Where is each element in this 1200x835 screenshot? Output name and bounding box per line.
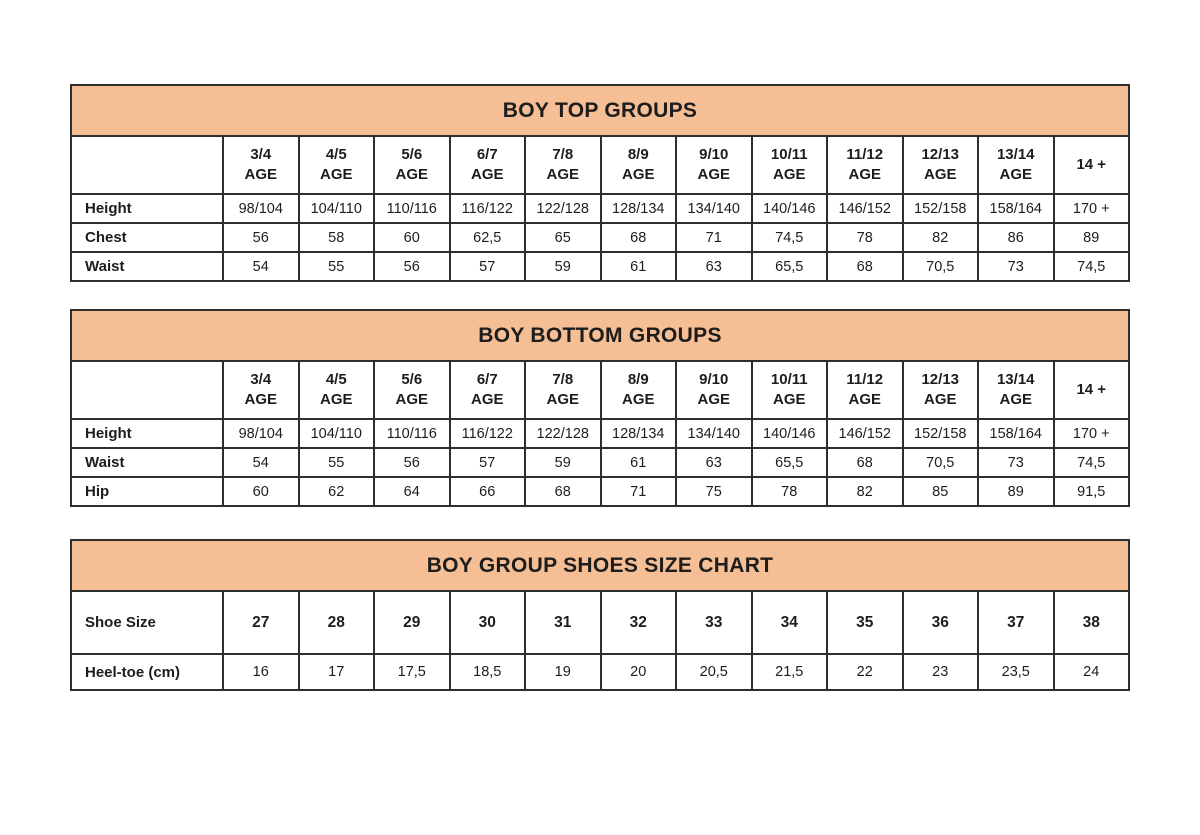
value-cell: 74,5 [1054, 252, 1130, 281]
age-header-cell [1054, 361, 1130, 419]
age-header-line1: 5/6 [401, 370, 423, 388]
age-header-line1: 10/11 [770, 370, 808, 388]
age-header-cell [1054, 136, 1130, 194]
age-header-line2: AGE [470, 391, 504, 408]
age-header-cell [450, 361, 526, 419]
age-header-line2: AGE [772, 166, 806, 183]
value-cell: 68 [827, 252, 903, 281]
value-cell: 70,5 [903, 448, 979, 477]
age-header-cell [676, 361, 752, 419]
value-cell: 62 [299, 477, 375, 506]
age-header-cell [903, 136, 979, 194]
value-cell: 35 [827, 591, 903, 654]
age-header-line2: AGE [244, 166, 277, 183]
value-cell: 98/104 [223, 194, 299, 223]
value-cell: 74,5 [752, 223, 828, 252]
value-cell: 22 [827, 654, 903, 690]
age-header-cell [978, 136, 1054, 194]
value-cell: 68 [827, 448, 903, 477]
value-cell: 30 [450, 591, 526, 654]
value-cell: 29 [374, 591, 450, 654]
age-header-cell [752, 136, 828, 194]
value-cell: 71 [676, 223, 752, 252]
row-label: Hip [71, 477, 223, 506]
value-cell: 56 [374, 448, 450, 477]
row-label: Height [71, 194, 223, 223]
age-header-line1: 4/5 [325, 370, 347, 388]
age-header-cell [374, 361, 450, 419]
age-header-line1: 3/4 [250, 145, 272, 163]
table-row [71, 448, 1129, 477]
value-cell: 170 + [1054, 194, 1130, 223]
corner-empty-cell [71, 361, 223, 419]
boy-top-groups-table [70, 84, 1130, 282]
boy-bottom-groups-table [70, 309, 1130, 507]
value-cell: 19 [525, 654, 601, 690]
value-cell: 61 [601, 252, 677, 281]
value-cell: 33 [676, 591, 752, 654]
value-cell: 134/140 [676, 419, 752, 448]
value-cell: 59 [525, 252, 601, 281]
age-header-cell [525, 136, 601, 194]
age-header-cell [374, 136, 450, 194]
value-cell: 56 [223, 223, 299, 252]
age-header-row [71, 361, 1129, 419]
age-header-line2: AGE [923, 166, 957, 183]
age-header-line1: 14 + [1076, 155, 1107, 173]
age-header-line2: AGE [999, 166, 1032, 183]
value-cell: 36 [903, 591, 979, 654]
age-header-line2: AGE [697, 166, 730, 183]
value-cell: 68 [525, 477, 601, 506]
age-header-line2: AGE [621, 391, 655, 408]
value-cell: 110/116 [374, 194, 450, 223]
age-header-line2: AGE [848, 166, 881, 183]
value-cell: 68 [601, 223, 677, 252]
value-cell: 75 [676, 477, 752, 506]
age-header-cell [299, 136, 375, 194]
value-cell: 110/116 [374, 419, 450, 448]
row-label: Chest [71, 223, 223, 252]
value-cell: 23 [903, 654, 979, 690]
value-cell: 74,5 [1054, 448, 1130, 477]
value-cell: 32 [601, 591, 677, 654]
value-cell: 122/128 [525, 419, 601, 448]
value-cell: 61 [601, 448, 677, 477]
age-header-line1: 10/11 [770, 145, 808, 163]
age-header-line2: AGE [848, 391, 881, 408]
age-header-line1: 8/9 [627, 370, 649, 388]
age-header-cell [223, 136, 299, 194]
value-cell: 37 [978, 591, 1054, 654]
value-cell: 20 [601, 654, 677, 690]
value-cell: 60 [223, 477, 299, 506]
age-header-line2: AGE [395, 391, 428, 408]
value-cell: 21,5 [752, 654, 828, 690]
table-title: BOY GROUP SHOES SIZE CHART [71, 540, 1129, 591]
table-row [71, 477, 1129, 506]
age-header-line1: 9/10 [699, 145, 729, 163]
age-header-line2: AGE [319, 391, 353, 408]
table-title-row [71, 310, 1129, 361]
value-cell: 65,5 [752, 252, 828, 281]
value-cell: 85 [903, 477, 979, 506]
age-header-cell [299, 361, 375, 419]
age-header-line1: 8/9 [627, 145, 649, 163]
value-cell: 86 [978, 223, 1054, 252]
table-row [71, 419, 1129, 448]
age-header-line1: 3/4 [250, 370, 272, 388]
age-header-cell [827, 361, 903, 419]
value-cell: 116/122 [450, 419, 526, 448]
value-cell: 58 [299, 223, 375, 252]
age-header-line1: 5/6 [401, 145, 423, 163]
value-cell: 17,5 [374, 654, 450, 690]
value-cell: 170 + [1054, 419, 1130, 448]
value-cell: 71 [601, 477, 677, 506]
row-label: Waist [71, 252, 223, 281]
value-cell: 122/128 [525, 194, 601, 223]
age-header-line2: AGE [546, 166, 579, 183]
age-header-line2: AGE [923, 391, 957, 408]
age-header-line2: AGE [999, 391, 1032, 408]
table-row [71, 252, 1129, 281]
age-header-line2: AGE [772, 391, 806, 408]
age-header-line1: 7/8 [552, 145, 574, 163]
value-cell: 89 [978, 477, 1054, 506]
value-cell: 158/164 [978, 194, 1054, 223]
age-header-line2: AGE [621, 166, 655, 183]
value-cell: 104/110 [299, 419, 375, 448]
value-cell: 146/152 [827, 194, 903, 223]
value-cell: 20,5 [676, 654, 752, 690]
row-label: Height [71, 419, 223, 448]
value-cell: 82 [903, 223, 979, 252]
age-header-cell [827, 136, 903, 194]
value-cell: 64 [374, 477, 450, 506]
row-label: Shoe Size [71, 591, 223, 654]
value-cell: 78 [752, 477, 828, 506]
value-cell: 23,5 [978, 654, 1054, 690]
age-header-cell [903, 361, 979, 419]
value-cell: 54 [223, 252, 299, 281]
age-header-cell [752, 361, 828, 419]
table-title: BOY BOTTOM GROUPS [71, 310, 1129, 361]
age-header-cell [525, 361, 601, 419]
age-header-line1: 11/12 [846, 145, 884, 163]
value-cell: 116/122 [450, 194, 526, 223]
value-cell: 57 [450, 252, 526, 281]
value-cell: 134/140 [676, 194, 752, 223]
table-row [71, 194, 1129, 223]
value-cell: 70,5 [903, 252, 979, 281]
value-cell: 60 [374, 223, 450, 252]
value-cell: 34 [752, 591, 828, 654]
value-cell: 73 [978, 448, 1054, 477]
table-row [71, 591, 1129, 654]
age-header-cell [676, 136, 752, 194]
age-header-line2: AGE [697, 391, 730, 408]
value-cell: 128/134 [601, 194, 677, 223]
value-cell: 63 [676, 448, 752, 477]
age-header-line2: AGE [319, 166, 353, 183]
row-label: Heel-toe (cm) [71, 654, 223, 690]
value-cell: 55 [299, 252, 375, 281]
value-cell: 38 [1054, 591, 1130, 654]
age-header-line2: AGE [470, 166, 504, 183]
value-cell: 65 [525, 223, 601, 252]
value-cell: 18,5 [450, 654, 526, 690]
age-header-line1: 12/13 [921, 370, 960, 388]
value-cell: 16 [223, 654, 299, 690]
value-cell: 152/158 [903, 194, 979, 223]
value-cell: 140/146 [752, 419, 828, 448]
table-title-row [71, 85, 1129, 136]
age-header-line2: AGE [395, 166, 428, 183]
age-header-line1: 4/5 [325, 145, 347, 163]
value-cell: 28 [299, 591, 375, 654]
age-header-cell [223, 361, 299, 419]
value-cell: 82 [827, 477, 903, 506]
row-label: Waist [71, 448, 223, 477]
value-cell: 24 [1054, 654, 1130, 690]
age-header-line1: 12/13 [921, 145, 960, 163]
table-title: BOY TOP GROUPS [71, 85, 1129, 136]
value-cell: 27 [223, 591, 299, 654]
table-title-row [71, 540, 1129, 591]
value-cell: 128/134 [601, 419, 677, 448]
boy-group-shoes-size-table [70, 539, 1130, 691]
age-header-line1: 11/12 [846, 370, 884, 388]
value-cell: 78 [827, 223, 903, 252]
value-cell: 54 [223, 448, 299, 477]
value-cell: 146/152 [827, 419, 903, 448]
value-cell: 62,5 [450, 223, 526, 252]
value-cell: 59 [525, 448, 601, 477]
value-cell: 56 [374, 252, 450, 281]
corner-empty-cell [71, 136, 223, 194]
value-cell: 152/158 [903, 419, 979, 448]
age-header-line1: 14 + [1076, 380, 1107, 398]
value-cell: 140/146 [752, 194, 828, 223]
value-cell: 89 [1054, 223, 1130, 252]
value-cell: 91,5 [1054, 477, 1130, 506]
value-cell: 158/164 [978, 419, 1054, 448]
age-header-line1: 13/14 [996, 145, 1035, 163]
value-cell: 104/110 [299, 194, 375, 223]
value-cell: 57 [450, 448, 526, 477]
value-cell: 31 [525, 591, 601, 654]
age-header-cell [601, 136, 677, 194]
table-row [71, 654, 1129, 690]
value-cell: 63 [676, 252, 752, 281]
value-cell: 65,5 [752, 448, 828, 477]
value-cell: 17 [299, 654, 375, 690]
age-header-line1: 6/7 [476, 145, 498, 163]
value-cell: 73 [978, 252, 1054, 281]
age-header-line1: 7/8 [552, 370, 574, 388]
age-header-line1: 13/14 [996, 370, 1035, 388]
age-header-cell [978, 361, 1054, 419]
age-header-line1: 9/10 [699, 370, 729, 388]
table-row [71, 223, 1129, 252]
value-cell: 55 [299, 448, 375, 477]
age-header-line1: 6/7 [476, 370, 498, 388]
age-header-cell [601, 361, 677, 419]
age-header-line2: AGE [244, 391, 277, 408]
age-header-line2: AGE [546, 391, 579, 408]
age-header-row [71, 136, 1129, 194]
age-header-cell [450, 136, 526, 194]
value-cell: 98/104 [223, 419, 299, 448]
value-cell: 66 [450, 477, 526, 506]
